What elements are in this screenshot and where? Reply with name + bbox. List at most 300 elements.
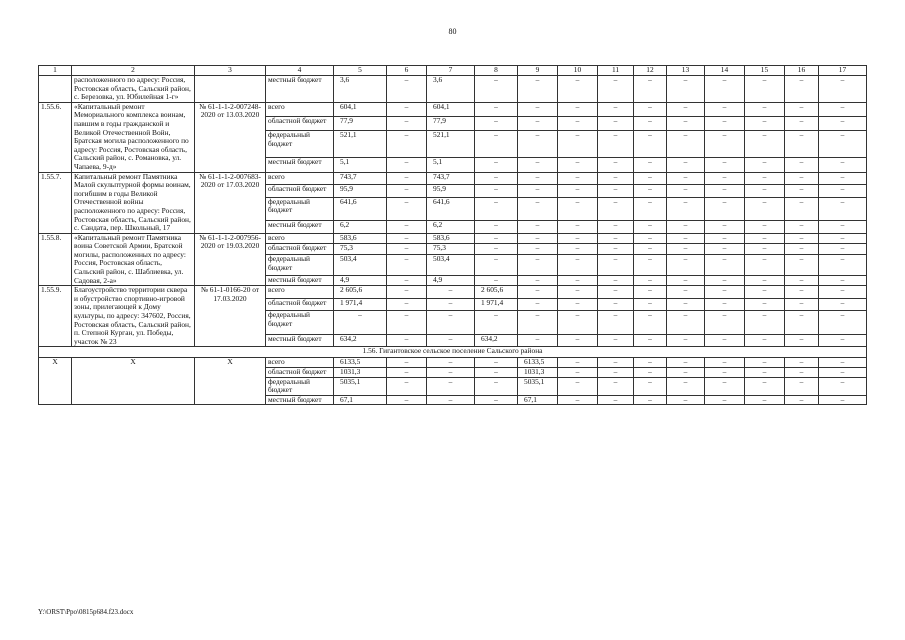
value-cell: – <box>705 158 745 172</box>
footer-file-path: Y:\ORST\Ppo\0815p684.f23.docx <box>38 608 134 616</box>
value-cell: 2 605,6 <box>334 286 387 298</box>
value-cell: – <box>667 172 705 184</box>
value-cell: 5,1 <box>427 158 475 172</box>
value-cell: – <box>387 172 427 184</box>
value-cell: – <box>705 172 745 184</box>
budget-type-cell: федеральный бюджет <box>266 377 334 395</box>
value-cell: – <box>705 298 745 310</box>
column-header: 14 <box>705 66 745 76</box>
budget-type-cell: местный бюджет <box>266 221 334 234</box>
column-header: 16 <box>785 66 819 76</box>
value-cell: – <box>745 311 785 335</box>
value-cell: – <box>667 76 705 103</box>
value-cell: – <box>387 102 427 116</box>
value-cell: – <box>745 358 785 368</box>
value-cell: – <box>387 197 427 221</box>
value-cell: – <box>475 117 518 131</box>
table-row <box>39 102 867 116</box>
value-cell: 743,7 <box>334 172 387 184</box>
value-cell: – <box>705 131 745 158</box>
value-cell: – <box>387 334 427 347</box>
value-cell: – <box>745 244 785 255</box>
column-header: 5 <box>334 66 387 76</box>
value-cell: – <box>387 76 427 103</box>
value-cell: – <box>518 102 558 116</box>
value-cell: – <box>745 185 785 197</box>
value-cell: – <box>634 233 667 244</box>
value-cell: – <box>475 395 518 405</box>
value-cell: – <box>819 197 867 221</box>
page-number: 80 <box>448 27 457 36</box>
value-cell: 604,1 <box>427 102 475 116</box>
value-cell: – <box>518 275 558 286</box>
value-cell: 1031,3 <box>334 368 387 378</box>
value-cell: – <box>745 76 785 103</box>
header-row <box>39 66 867 76</box>
object-name-cell: «Капитальный ремонт Мемориального комплекса воинам, павшим в годы гражданской и Великой Отечественной Войн, Братская могила расположенного по адресу: Россия, Ростовская область, Сальский район, с. Романовка, ул. Чапаева, 9-д» <box>72 102 195 172</box>
value-cell: 634,2 <box>334 334 387 347</box>
value-cell: – <box>598 76 634 103</box>
budget-type-cell: областной бюджет <box>266 117 334 131</box>
column-header: 12 <box>634 66 667 76</box>
value-cell: 3,6 <box>334 76 387 103</box>
value-cell: – <box>427 286 475 298</box>
document-cell: № 61-1-1-2-007248-2020 от 13.03.2020 <box>195 102 266 172</box>
value-cell: 75,3 <box>334 244 387 255</box>
value-cell: – <box>427 334 475 347</box>
value-cell: 634,2 <box>475 334 518 347</box>
value-cell: – <box>475 244 518 255</box>
value-cell: – <box>387 244 427 255</box>
value-cell: – <box>634 185 667 197</box>
summary-x-cell: Х <box>72 358 195 405</box>
value-cell: – <box>819 334 867 347</box>
value-cell: – <box>819 233 867 244</box>
value-cell: 6,2 <box>334 221 387 234</box>
budget-type-cell: всего <box>266 102 334 116</box>
value-cell: – <box>558 102 598 116</box>
budget-type-cell: всего <box>266 358 334 368</box>
value-cell: – <box>819 286 867 298</box>
value-cell: – <box>745 298 785 310</box>
value-cell: – <box>705 275 745 286</box>
value-cell: – <box>598 298 634 310</box>
value-cell: 1 971,4 <box>475 298 518 310</box>
value-cell: – <box>518 117 558 131</box>
value-cell: – <box>819 158 867 172</box>
value-cell: – <box>475 197 518 221</box>
value-cell: – <box>634 298 667 310</box>
value-cell: – <box>598 395 634 405</box>
value-cell: 67,1 <box>334 395 387 405</box>
value-cell: – <box>518 286 558 298</box>
value-cell: – <box>387 117 427 131</box>
item-number-cell: 1.55.9. <box>39 286 72 347</box>
value-cell: – <box>475 311 518 335</box>
value-cell: – <box>598 311 634 335</box>
value-cell: – <box>387 158 427 172</box>
value-cell: – <box>387 131 427 158</box>
value-cell: 95,9 <box>334 185 387 197</box>
value-cell: – <box>819 311 867 335</box>
value-cell: – <box>475 102 518 116</box>
value-cell: – <box>558 197 598 221</box>
value-cell: – <box>475 255 518 275</box>
column-header: 6 <box>387 66 427 76</box>
value-cell: – <box>667 197 705 221</box>
object-name-cell: «Капитальный ремонт Памятника воина Советской Армии, Братской могилы, расположенных по адресу: Россия, Ростовская область, Сальский район, с. Шаблиевка, ул. Садовая, 2-а» <box>72 233 195 286</box>
value-cell: 521,1 <box>427 131 475 158</box>
value-cell: – <box>634 117 667 131</box>
value-cell: – <box>558 311 598 335</box>
value-cell: – <box>785 233 819 244</box>
value-cell: – <box>667 286 705 298</box>
value-cell: – <box>558 244 598 255</box>
item-number-cell: 1.55.6. <box>39 102 72 172</box>
value-cell: – <box>558 76 598 103</box>
value-cell: 67,1 <box>518 395 558 405</box>
value-cell: – <box>819 76 867 103</box>
table-row <box>39 233 867 244</box>
value-cell: – <box>785 275 819 286</box>
value-cell: – <box>819 298 867 310</box>
value-cell: – <box>745 158 785 172</box>
value-cell: – <box>745 102 785 116</box>
budget-type-cell: местный бюджет <box>266 334 334 347</box>
value-cell: – <box>705 76 745 103</box>
value-cell: – <box>819 368 867 378</box>
column-header: 10 <box>558 66 598 76</box>
value-cell: – <box>745 286 785 298</box>
value-cell: – <box>705 395 745 405</box>
budget-type-cell: областной бюджет <box>266 244 334 255</box>
value-cell: – <box>634 197 667 221</box>
object-name-cell: Благоустройство территории сквера и обустройство спортивно-игровой зоны, прилегающей к Дому культуры, по адресу: 347602, Россия, Ростовская область, Сальский район, п. Степной Курган, ул. Победы, участок № 23 <box>72 286 195 347</box>
value-cell: – <box>705 334 745 347</box>
column-header: 7 <box>427 66 475 76</box>
value-cell: – <box>745 131 785 158</box>
value-cell: 77,9 <box>334 117 387 131</box>
value-cell: – <box>634 334 667 347</box>
value-cell: – <box>518 298 558 310</box>
document-cell: № 61-1-0166-20 от 17.03.2020 <box>195 286 266 347</box>
column-header: 15 <box>745 66 785 76</box>
value-cell: 503,4 <box>427 255 475 275</box>
value-cell: – <box>475 185 518 197</box>
value-cell: – <box>667 368 705 378</box>
value-cell: – <box>785 298 819 310</box>
value-cell: – <box>387 358 427 368</box>
budget-type-cell: федеральный бюджет <box>266 131 334 158</box>
value-cell: – <box>705 368 745 378</box>
value-cell: – <box>475 368 518 378</box>
value-cell: – <box>387 377 427 395</box>
value-cell: 641,6 <box>334 197 387 221</box>
budget-type-cell: областной бюджет <box>266 368 334 378</box>
value-cell: – <box>634 377 667 395</box>
value-cell: – <box>558 221 598 234</box>
value-cell: – <box>598 275 634 286</box>
value-cell: 5035,1 <box>334 377 387 395</box>
value-cell: – <box>475 158 518 172</box>
value-cell: – <box>518 158 558 172</box>
value-cell: – <box>558 185 598 197</box>
value-cell: – <box>518 172 558 184</box>
value-cell: – <box>558 255 598 275</box>
value-cell: – <box>427 395 475 405</box>
value-cell: – <box>705 286 745 298</box>
table-row <box>39 172 867 184</box>
value-cell: – <box>334 311 387 335</box>
value-cell: – <box>705 358 745 368</box>
value-cell: – <box>518 334 558 347</box>
value-cell: – <box>518 197 558 221</box>
value-cell: – <box>475 358 518 368</box>
value-cell: – <box>387 395 427 405</box>
value-cell: – <box>475 233 518 244</box>
value-cell: – <box>558 334 598 347</box>
value-cell: 1031,3 <box>518 368 558 378</box>
value-cell: – <box>634 358 667 368</box>
value-cell: – <box>785 395 819 405</box>
value-cell: 503,4 <box>334 255 387 275</box>
value-cell: – <box>819 244 867 255</box>
object-name-cell: Капитальный ремонт Памятника Малой скульптурной формы воинам, погибшим в годы Великой Отечественной войны расположенного по адресу: Россия, Ростовская область, Сальский район, с. Сандата, пер. Школьный, 17 <box>72 172 195 233</box>
value-cell: – <box>387 298 427 310</box>
value-cell: – <box>819 377 867 395</box>
value-cell: – <box>598 197 634 221</box>
value-cell: 2 605,6 <box>475 286 518 298</box>
value-cell: – <box>705 244 745 255</box>
item-number-cell <box>39 76 72 103</box>
value-cell: – <box>558 233 598 244</box>
value-cell: – <box>518 221 558 234</box>
value-cell: – <box>475 275 518 286</box>
value-cell: – <box>785 358 819 368</box>
table-row <box>39 286 867 298</box>
value-cell: 5035,1 <box>518 377 558 395</box>
value-cell: – <box>558 172 598 184</box>
value-cell: – <box>819 275 867 286</box>
value-cell: – <box>819 185 867 197</box>
value-cell: – <box>387 275 427 286</box>
value-cell: – <box>785 286 819 298</box>
value-cell: – <box>667 377 705 395</box>
value-cell: – <box>667 311 705 335</box>
document-cell: № 61-1-1-2-007683-2020 от 17.03.2020 <box>195 172 266 233</box>
value-cell: 6,2 <box>427 221 475 234</box>
value-cell: – <box>819 358 867 368</box>
value-cell: – <box>667 255 705 275</box>
value-cell: 6133,5 <box>334 358 387 368</box>
value-cell: – <box>598 255 634 275</box>
value-cell: – <box>785 102 819 116</box>
value-cell: – <box>785 76 819 103</box>
value-cell: 3,6 <box>427 76 475 103</box>
value-cell: – <box>427 358 475 368</box>
value-cell: – <box>819 102 867 116</box>
value-cell: – <box>785 197 819 221</box>
section-row <box>39 347 867 358</box>
value-cell: – <box>745 255 785 275</box>
table-row <box>39 76 867 103</box>
value-cell: – <box>598 377 634 395</box>
value-cell: – <box>667 117 705 131</box>
budget-type-cell: всего <box>266 233 334 244</box>
value-cell: – <box>745 117 785 131</box>
value-cell: 75,3 <box>427 244 475 255</box>
column-header: 9 <box>518 66 558 76</box>
budget-type-cell: областной бюджет <box>266 185 334 197</box>
value-cell: – <box>387 255 427 275</box>
budget-table <box>38 65 867 405</box>
value-cell: – <box>705 255 745 275</box>
value-cell: 6133,5 <box>518 358 558 368</box>
value-cell: – <box>558 358 598 368</box>
object-name-cell: расположенного по адресу: Россия, Ростовская область, Сальский район, с. Березовка, ул. Юбилейная 1-г» <box>72 76 195 103</box>
value-cell: – <box>518 76 558 103</box>
value-cell: – <box>558 117 598 131</box>
value-cell: – <box>558 377 598 395</box>
value-cell: – <box>667 244 705 255</box>
value-cell: – <box>634 172 667 184</box>
value-cell: – <box>785 311 819 335</box>
value-cell: – <box>667 275 705 286</box>
value-cell: – <box>819 172 867 184</box>
value-cell: – <box>667 131 705 158</box>
value-cell: – <box>667 358 705 368</box>
value-cell: – <box>387 311 427 335</box>
value-cell: – <box>427 298 475 310</box>
value-cell: – <box>598 172 634 184</box>
value-cell: – <box>705 221 745 234</box>
value-cell: – <box>705 377 745 395</box>
value-cell: – <box>558 286 598 298</box>
value-cell: – <box>785 158 819 172</box>
value-cell: – <box>518 255 558 275</box>
value-cell: – <box>427 377 475 395</box>
value-cell: 4,9 <box>334 275 387 286</box>
value-cell: – <box>634 158 667 172</box>
value-cell: – <box>785 377 819 395</box>
value-cell: – <box>785 172 819 184</box>
value-cell: – <box>819 255 867 275</box>
value-cell: – <box>667 102 705 116</box>
value-cell: – <box>785 334 819 347</box>
column-header: 8 <box>475 66 518 76</box>
column-header: 3 <box>195 66 266 76</box>
value-cell: – <box>558 158 598 172</box>
value-cell: – <box>598 221 634 234</box>
value-cell: – <box>634 244 667 255</box>
budget-type-cell: всего <box>266 286 334 298</box>
value-cell: – <box>518 244 558 255</box>
summary-x-cell: Х <box>195 358 266 405</box>
budget-type-cell: федеральный бюджет <box>266 197 334 221</box>
value-cell: – <box>745 197 785 221</box>
value-cell: 583,6 <box>427 233 475 244</box>
value-cell: – <box>598 233 634 244</box>
value-cell: – <box>598 286 634 298</box>
value-cell: – <box>634 395 667 405</box>
value-cell: 1 971,4 <box>334 298 387 310</box>
document-cell: № 61-1-1-2-007956-2020 от 19.03.2020 <box>195 233 266 286</box>
value-cell: – <box>667 158 705 172</box>
value-cell: – <box>475 76 518 103</box>
budget-type-cell: местный бюджет <box>266 395 334 405</box>
value-cell: – <box>745 275 785 286</box>
value-cell: – <box>598 117 634 131</box>
value-cell: – <box>427 311 475 335</box>
value-cell: – <box>598 334 634 347</box>
value-cell: 5,1 <box>334 158 387 172</box>
section-title: 1.56. Гигантовское сельское поселение Сальского района <box>39 347 867 358</box>
value-cell: – <box>745 334 785 347</box>
value-cell: – <box>745 395 785 405</box>
value-cell: – <box>819 395 867 405</box>
summary-x-cell: Х <box>39 358 72 405</box>
value-cell: – <box>819 117 867 131</box>
value-cell: – <box>745 233 785 244</box>
document-cell <box>195 76 266 103</box>
value-cell: – <box>785 255 819 275</box>
value-cell: – <box>785 117 819 131</box>
value-cell: – <box>634 255 667 275</box>
column-header: 17 <box>819 66 867 76</box>
value-cell: – <box>634 221 667 234</box>
item-number-cell: 1.55.7. <box>39 172 72 233</box>
value-cell: – <box>598 358 634 368</box>
value-cell: – <box>705 102 745 116</box>
value-cell: – <box>785 368 819 378</box>
value-cell: 743,7 <box>427 172 475 184</box>
value-cell: – <box>387 368 427 378</box>
value-cell: – <box>427 368 475 378</box>
value-cell: – <box>819 131 867 158</box>
column-header: 11 <box>598 66 634 76</box>
value-cell: – <box>518 233 558 244</box>
value-cell: – <box>558 368 598 378</box>
value-cell: – <box>387 286 427 298</box>
budget-type-cell: местный бюджет <box>266 158 334 172</box>
value-cell: – <box>518 311 558 335</box>
value-cell: – <box>598 244 634 255</box>
item-number-cell: 1.55.8. <box>39 233 72 286</box>
value-cell: – <box>634 286 667 298</box>
table-row <box>39 358 867 368</box>
value-cell: – <box>634 368 667 378</box>
value-cell: – <box>745 172 785 184</box>
value-cell: – <box>667 221 705 234</box>
value-cell: – <box>667 298 705 310</box>
value-cell: – <box>387 185 427 197</box>
column-header: 13 <box>667 66 705 76</box>
value-cell: – <box>475 131 518 158</box>
value-cell: – <box>705 311 745 335</box>
value-cell: – <box>598 185 634 197</box>
value-cell: – <box>705 233 745 244</box>
value-cell: – <box>819 221 867 234</box>
value-cell: – <box>598 102 634 116</box>
value-cell: 641,6 <box>427 197 475 221</box>
value-cell: – <box>745 221 785 234</box>
budget-type-cell: федеральный бюджет <box>266 255 334 275</box>
value-cell: – <box>475 377 518 395</box>
value-cell: – <box>475 172 518 184</box>
value-cell: 583,6 <box>334 233 387 244</box>
value-cell: – <box>705 117 745 131</box>
value-cell: – <box>387 221 427 234</box>
